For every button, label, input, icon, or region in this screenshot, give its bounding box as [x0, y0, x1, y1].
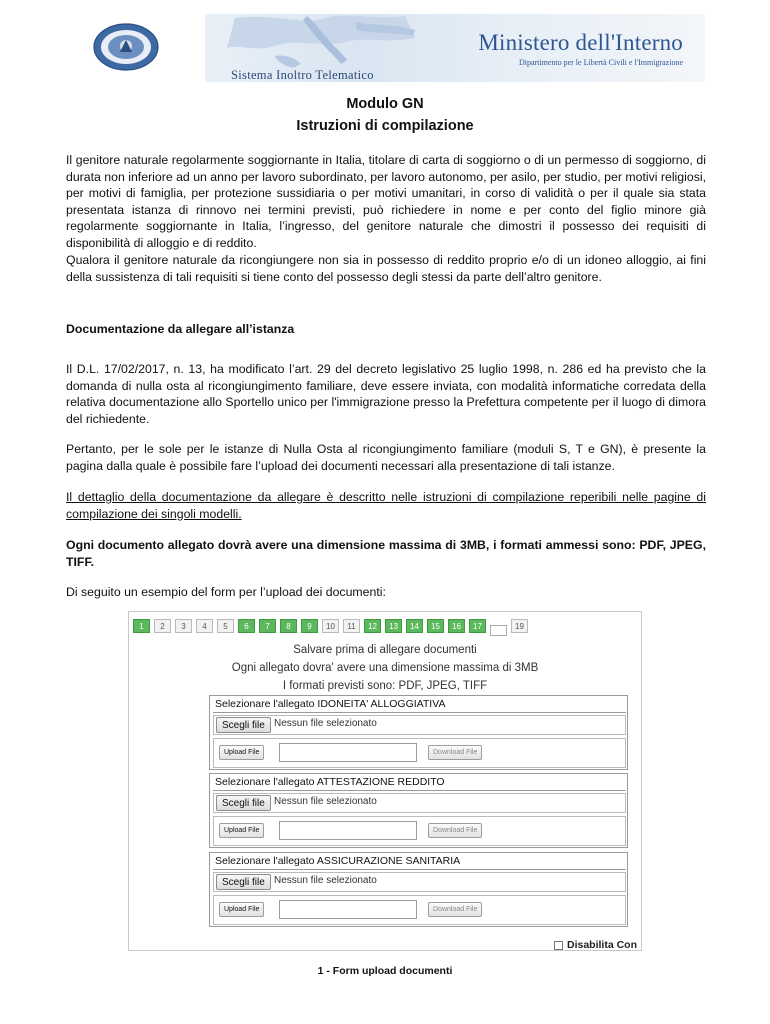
figure-caption: 1 - Form upload documenti [317, 965, 453, 977]
step-current[interactable] [490, 625, 507, 636]
file-path-field[interactable] [279, 900, 417, 919]
intro-paragraph-1: Il genitore naturale regolarmente soggiornante in Italia, titolare di carta di soggiorno o di un permesso di soggiorno, di durata non inferiore ad un anno per lavoro subordinato, per lavoro autonomo, per asilo, per studio, per motivi religiosi, per motivi di famiglia, per protezione sussidiaria o per motivi umanitari, in corso di validità o per il quale sia stata presentata istanza di rinnovo nei termini previsti, può richiedere in nome e per conto del figlio minore già regolarmente soggiornante in Italia, l’ingresso, del genitore naturale che dimostri il possesso dei requisiti di disponibilità di alloggio e di reddito. [66, 153, 706, 250]
step-14[interactable]: 14 [406, 619, 423, 633]
disable-checkbox-row [554, 939, 637, 951]
document-subtitle: Istruzioni di compilazione [296, 118, 474, 134]
download-file-button[interactable]: Download File [428, 745, 482, 760]
file-chooser-row [213, 872, 626, 892]
system-name: Sistema Inoltro Telematico [231, 68, 374, 82]
disable-checkbox[interactable] [554, 941, 563, 950]
step-17[interactable]: 17 [469, 619, 486, 633]
max-size-message: Ogni allegato dovra' avere una dimensione massima di 3MB [231, 662, 539, 674]
step-15[interactable]: 15 [427, 619, 444, 633]
upload-file-button[interactable]: Upload File [219, 745, 264, 760]
step-navigation [133, 619, 528, 635]
choose-file-button[interactable]: Scegli file [216, 717, 271, 733]
attachment-group-reddito [209, 773, 628, 848]
upload-row [213, 895, 626, 925]
no-file-text: Nessun file selezionato [274, 875, 377, 886]
step-7[interactable]: 7 [259, 619, 276, 633]
upload-file-button[interactable]: Upload File [219, 902, 264, 917]
details-paragraph: Il dettaglio della documentazione da allegare è descritto nelle istruzioni di compilazione reperibili nelle pagine di compilazione dei singoli modelli. [66, 490, 706, 521]
example-intro: Di seguito un esempio del form per l’upload dei documenti: [66, 585, 386, 599]
step-11[interactable]: 11 [343, 619, 360, 633]
section-heading: Documentazione da allegare all’istanza [66, 322, 295, 336]
size-limit-paragraph: Ogni documento allegato dovrà avere una dimensione massima di 3MB, i formati ammessi sono: PDF, JPEG, TIFF. [66, 538, 706, 569]
step-16[interactable]: 16 [448, 619, 465, 633]
step-4[interactable]: 4 [196, 619, 213, 633]
department-subtitle: Dipartimento per le Libertà Civili e l'Immigrazione [518, 58, 683, 67]
download-file-button[interactable]: Download File [428, 902, 482, 917]
step-5[interactable]: 5 [217, 619, 234, 633]
choose-file-button[interactable]: Scegli file [216, 874, 271, 890]
header-banner [205, 14, 705, 82]
disable-checkbox-label: Disabilita Con [567, 939, 638, 951]
file-path-field[interactable] [279, 743, 417, 762]
ministry-seal-logo [92, 22, 160, 72]
ministry-title: Ministero dell'Interno [478, 30, 683, 55]
step-10[interactable]: 10 [322, 619, 339, 633]
choose-file-button[interactable]: Scegli file [216, 795, 271, 811]
step-19[interactable]: 19 [511, 619, 528, 633]
upload-page-paragraph: Pertanto, per le sole per le istanze di Nulla Osta al ricongiungimento familiare (moduli S, T e GN), è presente la pagina dalla quale è possibile fare l’upload dei documenti necessari alla presentazione di tali istanze. [66, 442, 706, 473]
step-1[interactable]: 1 [133, 619, 150, 633]
save-first-message: Salvare prima di allegare documenti [293, 644, 477, 656]
attachment-label: Selezionare l'allegato ATTESTAZIONE REDDITO [213, 774, 626, 791]
attachment-group-assicurazione [209, 852, 628, 927]
step-6[interactable]: 6 [238, 619, 255, 633]
step-2[interactable]: 2 [154, 619, 171, 633]
attachment-label: Selezionare l'allegato IDONEITA' ALLOGGIATIVA [213, 696, 626, 713]
formats-message: I formati previsti sono: PDF, JPEG, TIFF [282, 680, 488, 692]
step-3[interactable]: 3 [175, 619, 192, 633]
attachment-group-idoneita [209, 695, 628, 770]
no-file-text: Nessun file selezionato [274, 796, 377, 807]
no-file-text: Nessun file selezionato [274, 718, 377, 729]
upload-row [213, 738, 626, 768]
intro-paragraph-2: Qualora il genitore naturale da ricongiungere non sia in possesso di reddito proprio e/o di un idoneo alloggio, ai fini della sussistenza di tali requisiti si tiene conto del possesso degli stessi da parte dell’altro genitore. [66, 253, 706, 284]
download-file-button[interactable]: Download File [428, 823, 482, 838]
step-9[interactable]: 9 [301, 619, 318, 633]
upload-file-button[interactable]: Upload File [219, 823, 264, 838]
step-13[interactable]: 13 [385, 619, 402, 633]
step-8[interactable]: 8 [280, 619, 297, 633]
file-chooser-row [213, 715, 626, 735]
document-title: Modulo GN [346, 96, 424, 112]
upload-form-screenshot [128, 611, 642, 951]
step-12[interactable]: 12 [364, 619, 381, 633]
decree-paragraph: Il D.L. 17/02/2017, n. 13, ha modificato l’art. 29 del decreto legislativo 25 luglio 1998, n. 286 ed ha previsto che la domanda di nulla osta al ricongiungimento familiare, deve essere inviata, con modalità informatiche corredata della relativa documentazione allo Sportello unico per l'immigrazione presso la Prefettura competente per il luogo di dimora del richiedente. [66, 362, 706, 426]
upload-row [213, 816, 626, 846]
file-path-field[interactable] [279, 821, 417, 840]
file-chooser-row [213, 793, 626, 813]
attachment-label: Selezionare l'allegato ASSICURAZIONE SANITARIA [213, 853, 626, 870]
